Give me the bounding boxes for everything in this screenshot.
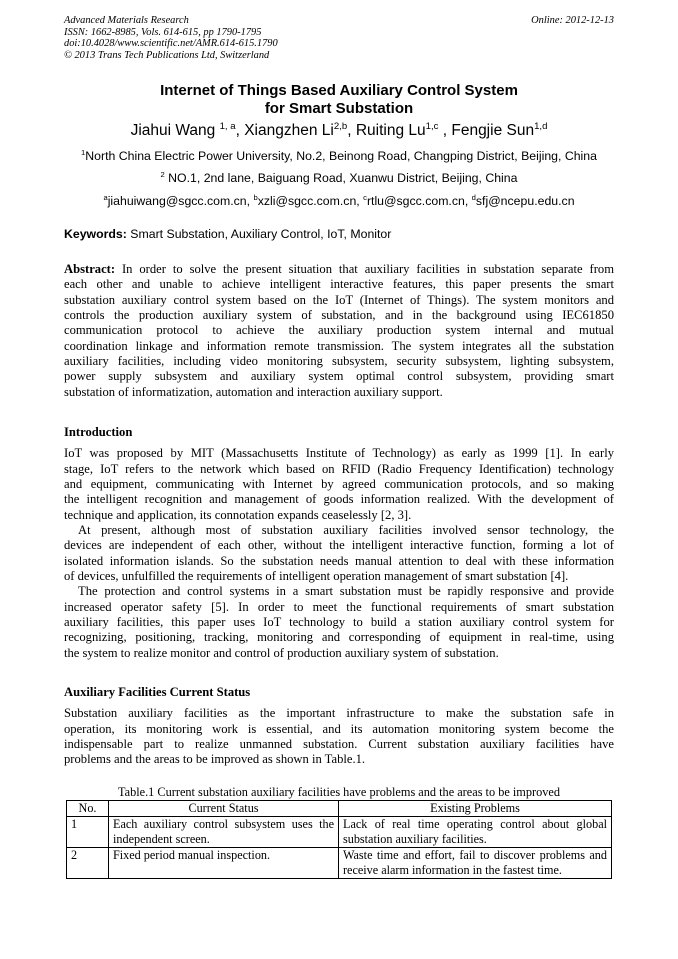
line-text: At present, although most of substation auxiliary facilities involved sensor technology, the — [78, 523, 614, 538]
text-line — [64, 323, 614, 338]
text-line — [64, 523, 614, 538]
keywords-label: Keywords: — [64, 227, 127, 241]
line-text: IoT was proposed by MIT (Massachusetts Institute of Technology) as early as 1999 [1]. In early — [64, 446, 614, 461]
text-line — [64, 293, 614, 308]
author-name: , Ruiting Lu — [347, 122, 426, 139]
status-section — [64, 685, 614, 768]
table-header-row — [67, 801, 612, 817]
text-line — [64, 752, 614, 767]
paragraph — [64, 523, 614, 584]
author-name: , Xiangzhen Li — [235, 122, 334, 139]
line-text: substation auxiliary control system based on the IoT (Internet of Things). The system monitors and — [64, 292, 614, 307]
text-line — [64, 369, 614, 384]
line-text: coordination linkage and information remote transmission. The system integrates all the substation — [64, 338, 614, 353]
line-text: substation of informatization, automation and interaction auxiliary support. — [64, 384, 443, 399]
paper-title — [0, 82, 678, 118]
email-sup: b — [253, 192, 258, 202]
affiliation-1 — [0, 149, 678, 163]
line-text: recognizing, positioning, tracking, monitoring and corresponding of equipment in real-time, using — [64, 630, 614, 645]
line-text: increased operator safety [5]. In order to meet the functional requirements of smart substation — [64, 599, 614, 614]
line-text: each other and unable to achieve intelligent interactive features, this paper presents the smart — [64, 277, 614, 292]
doi: doi:10.4028/www.scientific.net/AMR.614-615.1790 — [64, 38, 278, 49]
email: xzli@sgcc.com.cn, — [257, 194, 364, 208]
email-sup: d — [471, 192, 476, 202]
line-text: of devices, unfulfilled the requirements of intelligent operation management of smart substation [4]. — [64, 569, 569, 584]
affiliation-2 — [0, 171, 678, 185]
line-text: devices are independent of each other, without the intelligent interactive function, forming a lot of — [64, 538, 614, 553]
text-line — [64, 737, 614, 752]
text-line — [64, 308, 614, 323]
line-text: technique and application, its connotation expands ceaselessly [2, 3]. — [64, 507, 412, 522]
issn: ISSN: 1662-8985, Vols. 614-615, pp 1790-1795 — [64, 26, 262, 38]
author-sup: 1, a — [219, 120, 236, 132]
table-cell: Waste time and effort, fail to discover problems and receive alarm information in the fastest time. — [339, 848, 612, 879]
introduction-section — [64, 425, 614, 661]
sup: 1 — [81, 147, 86, 157]
section-heading: Introduction — [64, 425, 133, 439]
line-text: and equipment, communicating with Internet by agreed communication protocols, and so making — [64, 477, 614, 492]
column-header: Current Status — [109, 801, 339, 817]
column-header: Existing Problems — [339, 801, 612, 817]
text-line — [64, 538, 614, 553]
text-line — [64, 722, 614, 737]
text-line — [64, 277, 614, 292]
author-name: , Fengjie Sun — [438, 122, 535, 139]
section-heading: Auxiliary Facilities Current Status — [64, 685, 251, 699]
table-cell: Fixed period manual inspection. — [109, 848, 339, 879]
table-row — [67, 817, 612, 848]
line-text: auxiliary facilities, this paper uses IoT technology to build a station auxiliary control system for — [64, 615, 614, 630]
table-cell: 1 — [67, 817, 109, 848]
journal-header — [64, 15, 278, 61]
title-line: for Smart Substation — [264, 100, 414, 117]
email-sup: c — [363, 192, 367, 202]
line-text: communication protocol to achieve the auxiliary production system internal and mutual — [64, 323, 614, 338]
author-name: Jiahui Wang — [130, 122, 220, 139]
table-cell: Each auxiliary control subsystem uses the independent screen. — [109, 817, 339, 848]
affiliation-text: NO.1, 2nd lane, Baiguang Road, Xuanwu District, Beijing, China — [164, 171, 518, 185]
text-line — [64, 446, 614, 461]
emails — [0, 194, 678, 208]
journal-name: Advanced Materials Research — [64, 15, 189, 26]
text-line — [64, 508, 614, 523]
text-line — [64, 354, 614, 369]
text-line — [64, 615, 614, 630]
online-date: Online: 2012-12-13 — [531, 15, 614, 26]
column-header: No. — [67, 801, 109, 817]
paragraph — [64, 446, 614, 523]
sup: 2 — [160, 169, 165, 179]
paragraph — [64, 584, 614, 661]
text-line — [64, 554, 614, 569]
line-text: stage, IoT refers to the network which based on RFID (Radio Frequency Identification) technology — [64, 461, 614, 476]
text-line — [64, 600, 614, 615]
status-body — [64, 706, 614, 767]
author-sup: 1,c — [425, 120, 439, 132]
text-line — [64, 492, 614, 507]
copyright: © 2013 Trans Tech Publications Ltd, Switzerland — [64, 49, 270, 61]
abstract — [64, 262, 614, 400]
text-line — [64, 477, 614, 492]
status-table — [66, 800, 612, 879]
line-text: operation, its monitoring work is essential, and its automation monitoring system become the — [64, 721, 614, 736]
text-line — [64, 339, 614, 354]
line-text: power supply subsystem and auxiliary system optimal control subsystem, providing smart — [64, 369, 614, 384]
text-line — [64, 462, 614, 477]
line-text: Substation auxiliary facilities as the important infrastructure to make the substation safe in — [64, 706, 614, 721]
line-text: the system to realize monitor and control of production auxiliary system of substation. — [64, 645, 499, 660]
line-text: isolated information islands. So the substation needs manual attention to deal with these information — [64, 553, 614, 568]
authors — [0, 122, 678, 140]
table-row — [67, 848, 612, 879]
line-text: In order to solve the present situation that auxiliary facilities in substation separate from — [115, 262, 614, 276]
table-cell: 2 — [67, 848, 109, 879]
table-cell: Lack of real time operating control about global substation auxiliary facilities. — [339, 817, 612, 848]
table-caption: Table.1 Current substation auxiliary facilities have problems and the areas to be improved — [117, 785, 561, 799]
text-line — [64, 630, 614, 645]
author-sup: 2,b — [333, 120, 348, 132]
line-text: controls the production auxiliary system of substation, and in the background using IEC61850 — [64, 308, 614, 323]
line-text: indispensable part to realize unmanned substation. Current substation auxiliary facilities have — [64, 737, 614, 752]
text-line — [64, 706, 614, 721]
keywords — [64, 227, 391, 241]
email: sfj@ncepu.edu.cn — [475, 194, 575, 208]
line-text: auxiliary facilities, including video monitoring subsystem, security subsystem, lighting subsystem, — [64, 354, 614, 369]
text-line — [64, 262, 614, 277]
text-line — [64, 646, 614, 661]
line-text: the intelligent recognition and management of goods information realized. With the development of — [64, 492, 614, 507]
abstract-label: Abstract: — [64, 262, 116, 276]
email-sup: a — [103, 192, 108, 202]
author-sup: 1,d — [534, 120, 548, 132]
text-line — [64, 569, 614, 584]
text-line — [64, 385, 614, 400]
text-line — [64, 584, 614, 599]
line-text: The protection and control systems in a smart substation must be rapidly responsive and provide — [78, 584, 614, 599]
introduction-body — [64, 446, 614, 661]
email: rtlu@sgcc.com.cn, — [366, 194, 472, 208]
title-line: Internet of Things Based Auxiliary Control System — [160, 82, 518, 99]
keywords-text: Smart Substation, Auxiliary Control, IoT, Monitor — [126, 227, 392, 241]
affiliation-text: North China Electric Power University, No.2, Beinong Road, Changping District, Beijing, China — [85, 149, 597, 163]
email: jiahuiwang@sgcc.com.cn, — [107, 194, 254, 208]
line-text: problems and the areas to be improved as shown in Table.1. — [64, 752, 366, 767]
